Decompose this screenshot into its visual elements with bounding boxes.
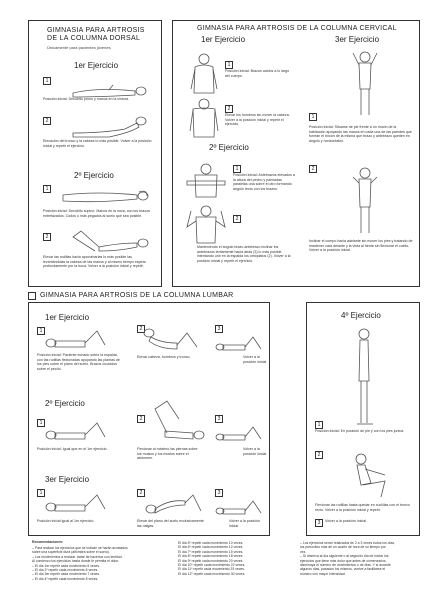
lumbar-ex1-heading: 1er Ejercicio <box>45 313 90 322</box>
lumbar-ex3-step3-text: Volver a la posición inicial. <box>229 519 260 528</box>
rec-col3-line: ejercicios que tiene más dolor que antes de comenzarlos, <box>300 558 387 563</box>
rec-col3-line: los prescritos más de un cuarto de hora de su tiempo por <box>300 545 386 550</box>
cervical-ex2-step1-text: Posición inicial: Antebrazos elevados a la altura del pecho y palmadas paralelas una sobre el otro formando ángulo recto con los brazos. <box>233 173 295 191</box>
lumbar-ex4-step2-text: Flexionar las rodillas hasta quedar en cuclillas con el tronco recto. Volver a la posición inicial y repetir. <box>315 503 410 512</box>
supine-figure <box>59 187 149 205</box>
rec-col3-line: vez. <box>300 549 307 554</box>
dorsal-ex1-step1-text: Posición inicial: Decúbito prono y manos en la cintura. <box>43 97 130 101</box>
rec-col3-line: disminuya el número de movimientos o de días. Y si durante <box>300 563 391 568</box>
cervical-panel <box>172 20 420 287</box>
dorsal-ex2-step1-number: 1 <box>43 185 51 193</box>
knees-to-chest-figure <box>59 227 149 253</box>
dorsal-ex1-heading: 1er Ejercicio <box>74 61 119 70</box>
lumbar-ex1-step1-number: 1 <box>37 327 45 335</box>
lumbar-ex3-step2-number: 2 <box>137 489 145 497</box>
cervical-ex2-step1-number: 1 <box>233 165 241 173</box>
lumbar-ex3-heading: 3er Ejercicio <box>45 475 90 484</box>
dorsal-subtitle: Únicamente para pacientes jóvenes <box>47 45 111 50</box>
rec-col2-line: El día 11º repetir cada movimiento 25 veces. <box>178 567 245 572</box>
lumbar-ex4-step2-number: 2 <box>315 451 323 459</box>
rec-col1-line: – El día 4º repetir cada movimiento 8 veces. <box>32 576 99 581</box>
rec-col2-line: El día 12º repetir cada movimiento 30 veces. <box>178 571 246 576</box>
cervical-ex1-step2-number: 2 <box>225 105 233 113</box>
rest-supine-figure <box>215 333 263 353</box>
cervical-ex3-step1-text: Posición inicial: Situarse de pie frente a un rincón de la habitación apoyando las manos en cada una de las paredes que forman el rincón de la misma que brazo y antebrazo queden en ángulo y horizontales. <box>309 125 412 143</box>
dorsal-title-line1: GIMNASIA PARA ARTROSIS <box>47 27 145 34</box>
lumbar-ex2-step2-number: 2 <box>137 415 145 423</box>
cervical-ex1-heading: 1er Ejercicio <box>201 35 246 44</box>
rec-col1-line: sobre una superficie dura (alfombra sobre el suelo). <box>32 550 110 555</box>
knees-bent-supine-figure-2 <box>45 419 115 441</box>
lumbar-panel <box>28 302 270 536</box>
rec-col3-line: – Si observa al día siguiente o al segundo día de iniciar los <box>300 554 389 559</box>
rest-supine-figure-2 <box>215 423 263 443</box>
lumbar-ex4-step3-text: Volver a la posición inicial. <box>325 519 367 523</box>
lumbar-ex3-step1-number: 1 <box>37 489 45 497</box>
recommendations-heading: Recomendaciones: <box>32 540 64 544</box>
rec-col1-line: Al comienzo los ejercicios hasta donde le permita el dolor. <box>32 559 120 564</box>
knees-to-abdomen-figure <box>145 399 205 443</box>
recommendations-col3 <box>300 541 395 576</box>
rec-col1-line: – Para realizar los ejercicios que se indican se harán acostados <box>32 546 128 550</box>
rec-col2-line: El día 6º repetir cada movimiento 12 veces. <box>178 545 244 550</box>
lumbar-ex4-step1-text: Posición inicial: En posición de pie y con los pies juntos. <box>315 429 405 433</box>
lumbar-ex2-step3-number: 3 <box>215 415 223 423</box>
lumbar-ex2-step1-number: 1 <box>37 419 45 427</box>
lumbar-ex1-step1-text: Posición inicial: Paciente echado sobre la espalda, con las rodillas flexionadas apoyando las plantas de los pies sobre el plano del suelo. Brazos cruzados sobre el pecho. <box>37 353 120 371</box>
dorsal-ex1-step2-text: Elevación del tronco y la cabeza lo más posible. Volver a la posición inicial y repetir el ejercicio. <box>43 139 152 148</box>
rec-col1-line: – El día 2º repetir cada movimiento 6 veces. <box>32 568 99 573</box>
arms-folded-figure <box>183 163 229 199</box>
dorsal-ex2-heading: 2º Ejercicio <box>74 171 114 180</box>
cervical-ex3-heading: 3er Ejercicio <box>335 35 380 44</box>
corner-standing-figure <box>349 49 381 117</box>
rec-col1-line: – Los movimientos a realizar, tratar de hacerlos con lentitud. <box>32 554 123 559</box>
cervical-title: GIMNASIA PARA ARTROSIS DE LA COLUMNA CERVICAL <box>197 25 397 32</box>
standing-side-figure <box>351 327 377 427</box>
lumbar-ex3-step2-text: Elevar del plano del suelo exclusivamente las nalgas. <box>137 519 204 528</box>
lumbar-ex2-step2-text: Flexionar al máximo las piernas sobre los muslos y los muslos sobre el abdomen. <box>137 447 198 461</box>
rest-supine-figure-3 <box>215 497 263 517</box>
rec-col1-line: – El día 3er repetir cada movimiento 7 veces. <box>32 572 101 577</box>
squat-figure <box>341 453 401 499</box>
cervical-ex2-heading: 2º Ejercicio <box>209 143 249 152</box>
lumbar-checkbox-marker <box>28 292 36 300</box>
lumbar-ex4-heading: 4º Ejercicio <box>341 311 381 320</box>
dorsal-ex2-step1-text: Posición inicial: Decúbito supino. Manos en la nuca, con los brazos entrelazados. Codos o más pegados al suelo que sea posible. <box>43 209 150 218</box>
lumbar-ex3-step3-number: 3 <box>215 489 223 497</box>
rec-col3-line: – Los ejercicios serán realizados de 2 a 3 veces todos los días, <box>300 541 395 545</box>
rec-col2-line: El día 9º repetir cada movimiento 20 veces. <box>178 558 244 563</box>
dorsal-ex1-step1-number: 1 <box>43 77 51 85</box>
knees-bent-supine-figure <box>45 327 115 349</box>
shoulders-raised-figure <box>187 97 221 139</box>
prone-figure <box>69 77 149 99</box>
lumbar-ex3-step1-text: Posición inicial igual al 1er ejercicio. <box>37 519 95 523</box>
lumbar-ex2-step3-text: Volver a la posición inicial. <box>243 447 268 456</box>
curl-up-figure <box>141 327 203 351</box>
lumbar-ex1-step3-number: 3 <box>215 325 223 333</box>
lumbar-ex4-panel <box>306 302 420 536</box>
rec-col1-line: – El día 1er repetir cada movimiento 5 veces. <box>32 563 101 568</box>
rec-col3-line: número con mayor intensidad. <box>300 571 346 576</box>
cervical-ex2-step2-text: Manteniendo el ángulo brazo antebrazo inclinar los antebrazos lentamente hacia atrás (3) lo más posible intentando unir en la espalda los omóplatos (2). Volver a la posición inicial y repetir el ejercicio. <box>197 245 291 263</box>
lumbar-ex2-heading: 2º Ejercicio <box>45 399 85 408</box>
lumbar-ex1-step3-text: Volver a la posición inicial. <box>243 355 268 364</box>
lumbar-ex4-step1-number: 1 <box>315 421 323 429</box>
dorsal-ex1-step2-number: 2 <box>43 117 51 125</box>
arms-back-figure <box>183 205 229 245</box>
cervical-ex1-step1-text: Posición inicial: Brazos caídos a lo largo del cuerpo. <box>225 69 290 78</box>
cervical-ex1-step1-number: 1 <box>225 61 233 69</box>
dorsal-panel <box>28 20 162 287</box>
rec-col2-line: El día 10º repetir cada movimiento 22 veces. <box>178 563 246 568</box>
bridge-figure <box>145 491 205 515</box>
dorsal-ex2-step2-text: Elevar las rodillas hacia aproximarlas lo más posible las levantándolas la cabeza de las manos y al mismo tiempo espirar profundamente por la boca. Volver a la posición inicial y repetir. <box>43 255 146 269</box>
corner-lean-figure <box>349 165 381 235</box>
cervical-ex3-step2-number: 2 <box>309 165 317 173</box>
rec-col2-line: El día 7º repetir cada movimiento 15 veces. <box>178 549 244 554</box>
lumbar-title: GIMNASIA PARA ARTROSIS DE LA COLUMNA LUMBAR <box>40 292 234 299</box>
lumbar-ex4-step3-number: 3 <box>315 519 323 527</box>
cervical-ex1-step2-text: Elevar los hombros sin mover la cabeza. Volver a la posición inicial y repetir el ejercicio. <box>225 113 290 127</box>
rec-col2-line: El día 5º repetir cada movimiento 10 veces. <box>178 541 244 545</box>
knees-bent-supine-figure-3 <box>45 491 115 513</box>
rec-col3-line: algunos días, pasados los mismos, vuelve a facilitarse el <box>300 567 386 572</box>
lumbar-ex1-step2-text: Elevar cabeza, hombros y tronco. <box>137 355 191 359</box>
recommendations-col1 <box>32 546 128 581</box>
standing-back-figure <box>187 53 221 95</box>
recommendations-col2 <box>178 541 245 576</box>
cervical-ex3-step2-text: Inclinar el cuerpo hacia adelante sin mover los pies y tratando de mantener cara delante y la vista al frente sin flexionar el cuello. Volver a la posición inicial. <box>309 239 413 253</box>
cervical-ex3-step1-number: 1 <box>309 113 317 121</box>
dorsal-title-line2: DE LA COLUMNA DORSAL <box>47 35 141 42</box>
lumbar-ex1-step2-number: 2 <box>137 325 145 333</box>
lumbar-ex2-step1-text: Posición inicial: Igual que en el 1er ejercicio. <box>37 447 108 451</box>
cervical-ex2-step2-number: 2 <box>233 215 241 223</box>
rec-col2-line: El día 8º repetir cada movimiento 18 veces. <box>178 554 244 559</box>
prone-raised-figure <box>69 115 149 139</box>
dorsal-ex2-step2-number: 2 <box>43 233 51 241</box>
